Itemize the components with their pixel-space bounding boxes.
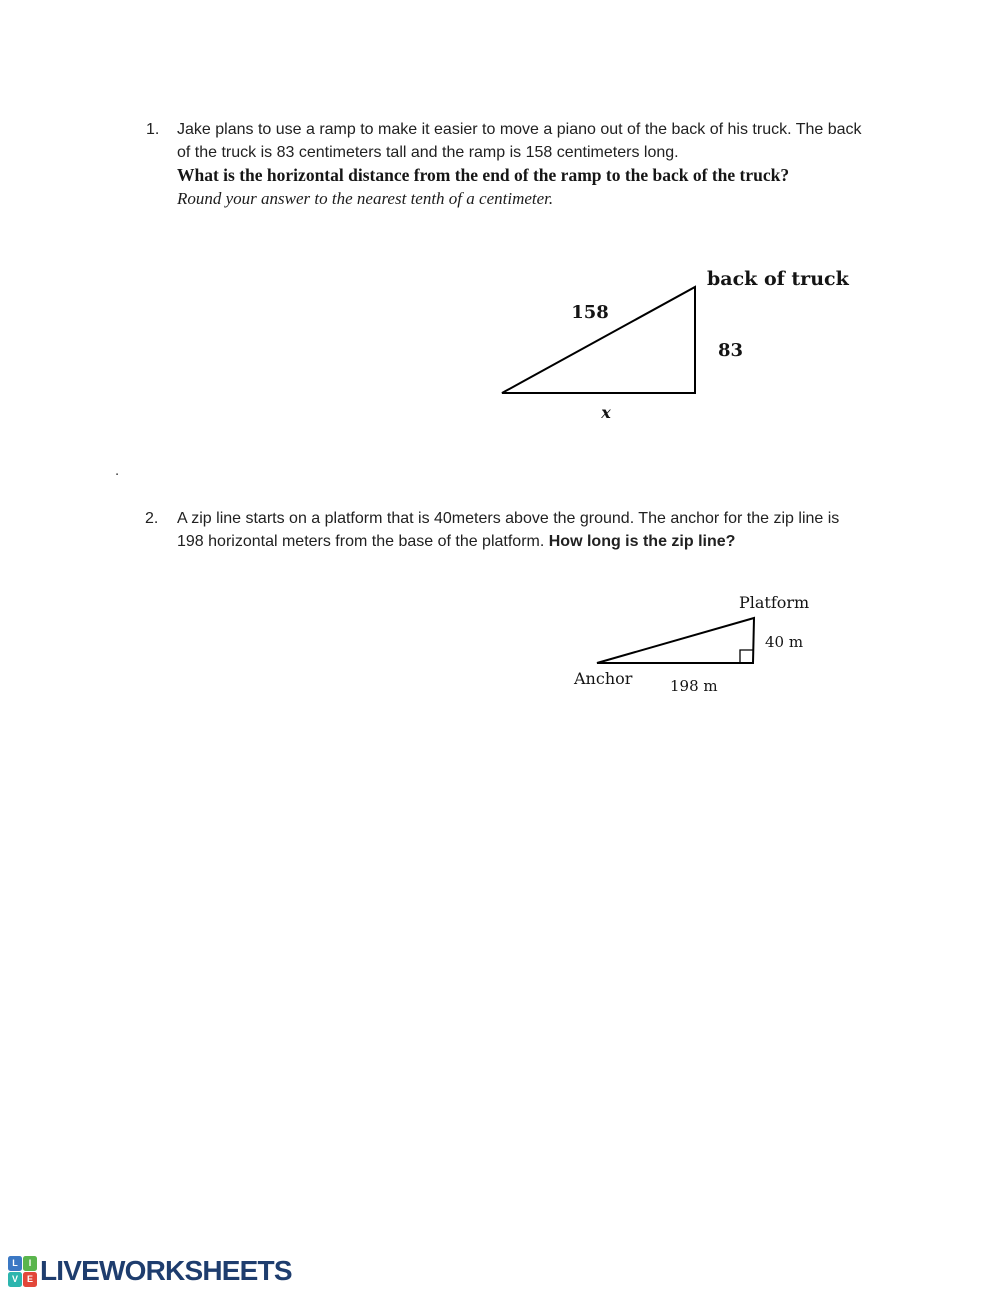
problem-2-number: 2. (145, 510, 159, 527)
logo-tile-i: I (23, 1256, 37, 1271)
problem-2-line-2-regular: 198 horizontal meters from the base of the platform. (177, 533, 549, 550)
zipline-base-label: 198 m (670, 677, 718, 695)
logo-wordmark: LIVEWORKSHEETS (40, 1255, 292, 1286)
zipline-triangle-shape (597, 618, 754, 663)
logo-grid-icon (8, 1256, 37, 1287)
ramp-base-x-label: x (601, 403, 611, 422)
problem-1-line-1: Jake plans to use a ramp to make it easier to move a piano out of the back of his truck. The back (177, 121, 862, 138)
stray-period: . (115, 462, 120, 479)
truck-height-label: 83 (718, 340, 744, 361)
liveworksheets-logo[interactable] (8, 1255, 292, 1287)
ramp-triangle-diagram (502, 268, 850, 422)
problem-1-instruction: Round your answer to the nearest tenth of a centimeter. (177, 189, 554, 208)
ramp-hypotenuse-label: 158 (571, 302, 609, 323)
logo-tile-l: L (8, 1256, 22, 1271)
back-of-truck-label: back of truck (707, 268, 849, 290)
logo-tile-v: V (8, 1272, 22, 1287)
problem-1-line-2: of the truck is 83 centimeters tall and the ramp is 158 centimeters long. (177, 144, 679, 161)
right-angle-marker (740, 650, 753, 663)
problem-1-question: What is the horizontal distance from the end of the ramp to the back of the truck? (177, 165, 790, 185)
logo-tile-e: E (23, 1272, 37, 1287)
platform-height-label: 40 m (765, 633, 804, 651)
problem-2-line-1: A zip line starts on a platform that is 40meters above the ground. The anchor for the zip line is (177, 510, 840, 527)
problem-1-number: 1. (146, 121, 160, 138)
anchor-label: Anchor (574, 669, 633, 688)
zipline-triangle-diagram (573, 593, 809, 695)
platform-label: Platform (739, 593, 810, 612)
problem-2-question: How long is the zip line? (548, 533, 736, 550)
